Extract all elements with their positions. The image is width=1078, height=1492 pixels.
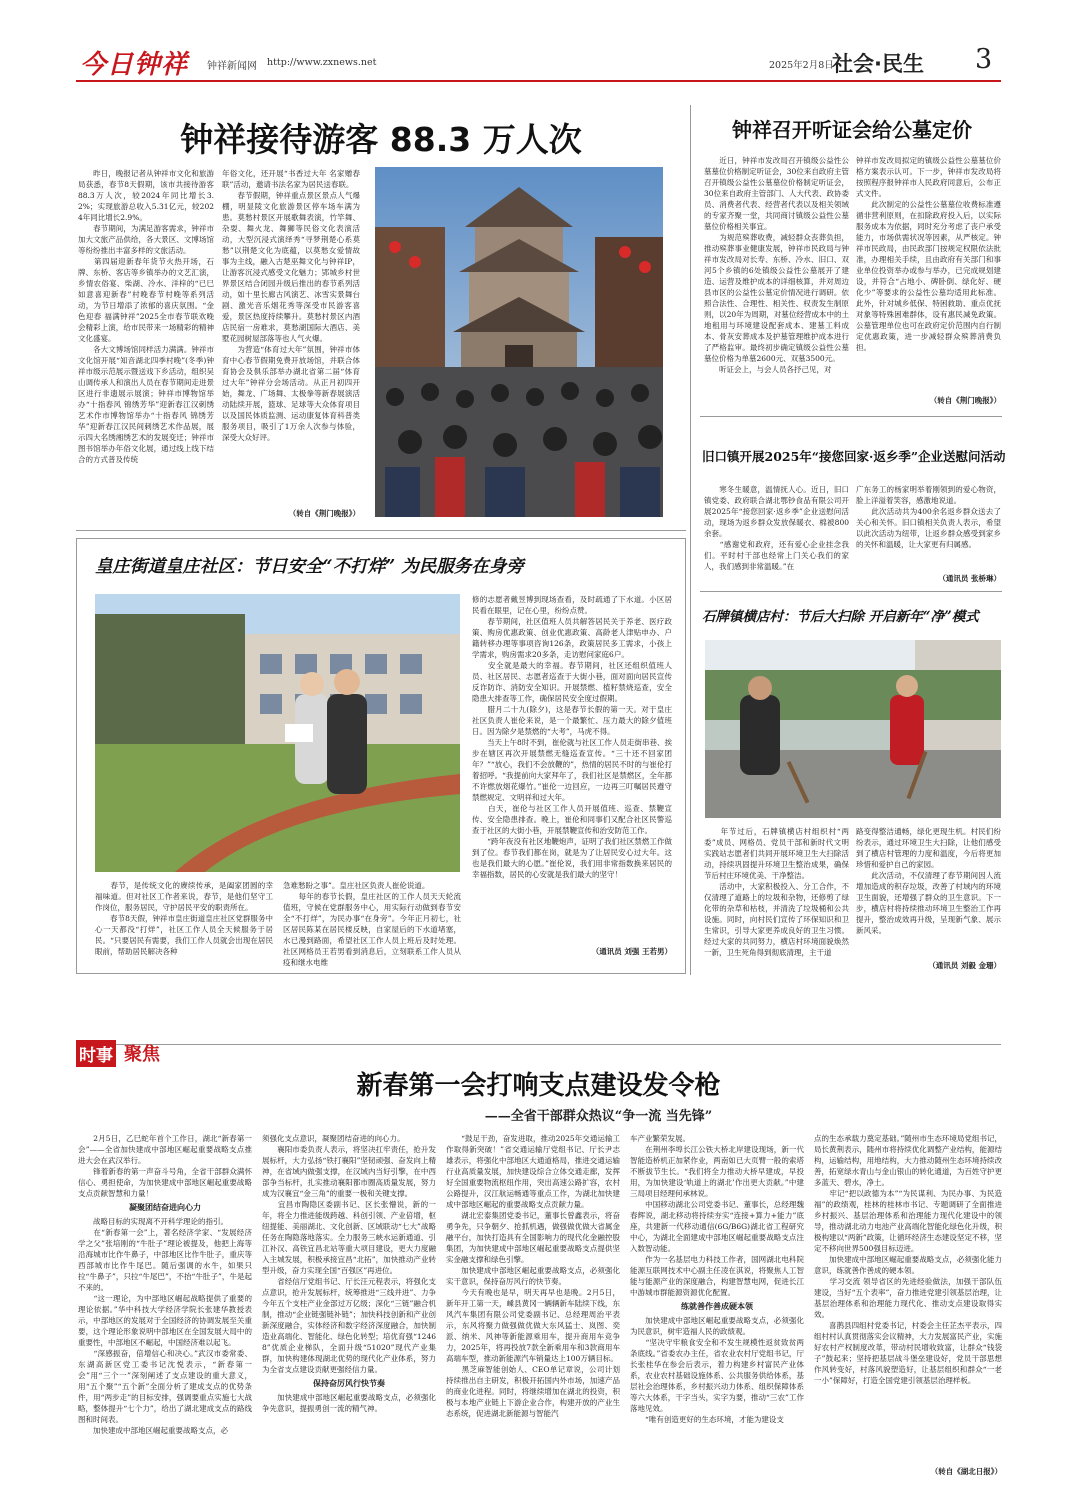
- art6-credit: （转自《湖北日报》）: [930, 1467, 1002, 1476]
- site-url: http://www.zxnews.net: [267, 57, 377, 68]
- tower-crowd-illustration: [375, 167, 663, 517]
- art6-subhead-2: 保持奋厉风行快节奏: [313, 1378, 385, 1388]
- art3-credit: （通讯员 张桥琳）: [938, 574, 1001, 583]
- tag-sub: 聚焦: [124, 1044, 160, 1065]
- art1-title: 钟祥接待游客 88.3 万人次: [180, 120, 582, 159]
- art5-photo-cleanup: [705, 640, 1001, 818]
- art6-col5: [814, 1133, 1002, 1463]
- art2-bottom-rule: [700, 416, 1002, 417]
- art2-title: 钟祥召开听证会给公墓定价: [732, 118, 972, 142]
- masthead-logo: 今日钟祥: [80, 50, 189, 80]
- art6-col2-body: 加快建成中部地区崛起重要战略支点，必须强化争先意识，提振勇创一流的精气神。: [262, 1393, 436, 1413]
- art5-col2: 路变得整洁通畅，绿化更现生机。村民们纷纷表示，通过环境卫生大扫除，让他们感受到了横店村管理的力度和温度，今后将更加珍惜和爱护自己的家园。 此次活动，不仅清理了春节期间因人流增加造成的积存垃圾，改善了村域内的环境卫生面貌，还增强了群众的卫生意识。下一步，横店村将持续推动环境卫生整治工作再提升，整治成效再升级，呈现新气象、展示新风采。: [856, 827, 1001, 935]
- art4-col2: 急难愁盼之事”。皇庄社区负责人崔伦说道。 每年的春节长假，皇庄社区的工作人员天天轮流值班，守候在党群服务中心，用实际行动做到春节安全“不打烊”，为民办事“在身旁”。今年正月初七，社区居民陈某在居民楼反映，自家屋后的下水道堵塞，水已漫到路面，希望社区工作人员上班后及时处理。社区网格员王若男看到消息后，立刻联系工作人员从疫和继水电维: [283, 881, 461, 967]
- art4-col1: 春节，是传统文化的赓续传承，是阖家团圆的幸福味道。但对社区工作者来说，春节，是他们坚守工作岗位，服务居民，守护居民平安的职责所在。 春节8天假，钟祥市皇庄街道皇庄社区党群服务中心一天都没“打烊”，社区工作人员全天候服务于居民。“只要居民有需要，我们工作人员就会出现在居民眼前，帮助居民解决各种: [95, 881, 273, 956]
- art5-credit: （通讯员 刘毅 金珊）: [928, 961, 1001, 970]
- art4-title: 皇庄街道皇庄社区：节日安全“不打烊” 为民服务在身旁: [95, 557, 524, 577]
- art6-col1-lead: 2月5日，乙巳蛇年首个工作日，湖北“新春第一会”——全省加快建成中部地区崛起重要战略支点推进大会在武汉举行。 锋着新春的第一声奋斗号角，全省干部群众满怀信心、勇担使命，为加快建成中部地区崛起重要战略支点贡献智慧和力量！: [78, 1134, 252, 1198]
- art3-col1: 寒冬生暖意，温情抚人心。近日，旧口镇党委、政府联合湖北鄂钞食品有限公司开展2025年“接您回家·返乡季”企业送慰问活动，现场为返乡群众发放保暖衣、棉被800余套。 “感谢党和政府，还有爱心企业挂念我们。平时村干部也经常上门关心我们的家人，我们感到非常温暖。”在: [704, 485, 849, 571]
- issue-date: 2025年2月8日: [769, 60, 834, 71]
- art1-credit: （转自《荆门晚报》）: [288, 509, 360, 518]
- section-name: 社会·民生: [832, 52, 924, 76]
- art6-col4-body: 加快建成中部地区崛起重要战略支点，必须强化为民意识，树牢造福人民的政绩观。 “坚决守牢粮食安全和不发生规模性返贫致贫两条底线。”省委农办主任，省农业农村厅党组书记，厅长张桂华在参会后表示，着力构建乡村富民产业体系，农业农村基础设施体系、公共服务供给体系，基层社会治理体系，乡村振兴动力体系、组织保障体系等六大体系，干字当头，实字为要，推动“三农”工作落地见效。 “唯有创造更好的生态环境，才能为建设支: [630, 1316, 804, 1424]
- art1-col1: 昨日，晚报记者从钟祥市文化和旅游局获悉，春节8天假期，该市共接待游客88.3万人次，较2024年同比增长3.2%；实现旅游总收入5.31亿元，较2024年同比增长2.9%。 春节期间，为满足游客需求，钟祥市加大文旅产品供给，各大景区、文博场馆等纷纷推出丰富多样的文旅活动。 第四届迎新春年货节火热开场，石牌、东桥、客店等乡镇举办的文艺汇演，乡情农俗宴、柴湖、冷水、洋梓的“已巳如意喜迎新春”村晚春节村晚等系列活动，为节日增添了浓郁的喜庆氛围。“金色迎春 福满钟祥”2025全市春节联欢晚会精彩上演，给市民带来一场精彩的精神文化盛宴。 各大文博场馆同样活力满满。钟祥市文化馆开展“知音湖北四季村晚”(冬季)钟祥市级示范展示暨送戏下乡活动，组织吴山调传承人和演出人员在春节期间走进景区进行非遗展示展演；钟祥市博物馆举办“十指春风 锦绣芳华”迎新春江汉刺绣艺术作市博物馆举办“十指春风 锦绣芳华”迎新春江汉民间刺绣艺术作品展，展示四大名绣湘绣艺术的发展变迁；钟祥市图书馆举办年俗文化展，通过线上线下结合的方式普及传统: [78, 169, 214, 464]
- art6-col5-text: 点的生态承载力奠定基础。”随州市生态环境局党组书记，局长黄荆表示，随州市将持续优化调整产业结构，能源结构，运输结构，用地结构，大力推动随州生态环境持续改善，拓宽绿水青山与金山银山的转化通道，为百姓守护更多蓝天、碧水，净土。 牢记“把以政德为本”“为民谋利、为民办事、为民造福”的政绩观，桂林的桂林市书记、专题调研了全面推进乡村振兴、基层治理体系和治理能力现代化建设中的领导，推动湖北动力电池产业高端化智能化绿色化升级，积极构建以“两新”政策，让循环经济生态建设坚定不移，坚定不移向世界500强目标迈进。 加快建成中部地区崛起重要战略支点，必须强化能力意识，练就善作善成的硬本领。 学习交流 领导省区的先进经验做法，加强干部队伍建设，当好“五个表率”，奋力推进党建引领基层治理，让基层治理体系和治理能力现代化、推动支点建设取得实效。 喜鹊县四组村党委书记，村委会主任芷杰平表示，四组村村认真贯彻落实会议精神，大力发展富民产业，实施好农村产权制度改革，带动村民增收致富，让群众“钱袋子”鼓起来；坚持把基层战斗堡垒建设好，党员干部思想作风转变好，村落风貌塑造好，让基层组织和群众“一老一小”保障好，打造全国党建引领基层治理样板。: [814, 1134, 1002, 1385]
- art6-section-tag: [76, 1040, 186, 1066]
- art4-col3: 修的志愿者戴昱博到现场查看，及时疏通了下水道。小区居民看在眼里，记在心里，纷纷点赞。 春节期间，社区值班人员共解答居民关于养老、医疗政策、购房优惠政策、创业优惠政策、高龄老人津贴申办、户籍转移办理等事项咨询126条，政策居民多工需求，小孩上学需求，购房需求20多条，走访慰问家庭6户。 安全就是最大的幸福。春节期间，社区还组织值班人员、社区居民、志愿者巡查于大街小巷，面对面向居民宣传反诈防诈、消防安全知识。开展禁燃、植籽禁烧巡查，安全隐患大排查等工作，确保居民安全度过假期。 腊月二十九(除夕)，这是春节长假的第一天。对于皇庄社区负责人崔伦来说，是一个最繁忙、压力最大的除夕值班日。因为除夕是禁燃的“大考”，马虎不得。 当天上午8时不到，崔伦就与社区工作人员走街串巷、挨步在辖区再次开展禁燃无缝巡查宣传。“三十还不回家团年？”“放心，我们不会放鞭的”，热情的居民不时的与崔伦打着招呼。“我提前向大家拜年了，我们社区是禁燃区，全年都不许燃放烟花爆竹。”崔伦一边回应，一边再三叮嘱居民遵守禁燃规定、文明祥和过大年。 白天，崔伦与社区工作人员开展值班、巡查、禁鞭宣传、安全隐患排查。晚上，崔伦和同事们又配合社区民警巡查于社区的大街小巷，开展禁鞭宣传和治安防范工作。 “跨年夜没有社区地鞭炮声，证明了我们社区禁燃工作做到了位。春节我们都在岗，就是为了让居民安心过大年。这也是我们最大的心愿。”崔伦说，我们用非常指数换来居民的幸福指数，居民的心安就是我们最大的坚守！: [472, 595, 672, 879]
- art6-subtitle: ——全省干部群众热议“争一流 当先锋”: [484, 1109, 713, 1124]
- art1-col2: 年俗文化，还开展“书香过大年 名家赠春联”活动，邀请书法名家为居民送春联。 春节假期，钟祥重点景区景点人气爆棚，明显陵文化旅游景区停车场车满为患。莫愁村景区开展歌舞表演，竹竿舞、杂耍、舞火龙、舞狮等民俗文化表演活动，大型沉浸式演绎秀“寻梦荆楚心系莫愁”以荆楚文化为底蕴，以莫愁女爱情故事为主线，融入古楚巫舞文化与钟祥IP，让游客沉浸式感受文化魅力；郢城乡村世界景区结合闭园升级后推出的春节系列活动，如十里长廊古风演艺、冰雪实景舞台剧、激光音乐烟花秀等深受市民游客喜爱，景区热度持续攀升。莫愁村景区内酒店民宿一房难求，莫愁湖国际大酒店、美墅花园树屋部落等也人气火爆。 为营造“体育过大年”氛围，钟祥市体育中心春节假期免费开放场馆，并联合体育协会及俱乐部举办湖北省第二届“体育过大年”钟祥分会场活动。从正月初四开始，舞龙、广场舞、太极拳等新春展演活动陆续开展，篮球、足球等大众体育项目以及国民体质监测、运动康复体育科普类服务项目，吸引了1万余人次参与体验，深受大众好评。: [222, 169, 360, 442]
- tag-main: 时事: [76, 1040, 116, 1067]
- art3-bottom-rule: [700, 591, 1002, 592]
- page-number: 3: [975, 44, 993, 75]
- art5-title: 石牌镇横店村：节后大扫除 开启新年“净”模式: [702, 609, 979, 625]
- art6-col3: [446, 1133, 620, 1479]
- art1-bottom-rule: [76, 530, 686, 531]
- art4-photo-community-workers: [95, 594, 460, 872]
- art2-col2: 钟祥市发改局拟定的镇级公益性公墓墓位价格方案表示认可。下一步，钟祥市发改局将按照程序报钟祥市人民政府同意后，公布正式文件。 此次制定的公益性公墓墓位收费标准遵循非营利原则，在扣除政府投入后，以实际服务成本为依据，同时充分考虑了丧户承受能力，市场供需状况等因素，从严核定。钟祥市民政局，由民政部门按规定权限依法批准，办理相关手续，且由政府有关部门和事业单位投资举办或参与举办，已完成规划建设，并符合“占地小、碑卧倒、绿化好、硬化少”等要求的公益性公墓均适用此标准。此外，针对城乡低保、特困救助、重点优抚对象等特殊困难群体，设有惠民减免政策。公墓管理单位也可在政府定价范围内自行制定优惠政策，进一步减轻群众殡葬消费负担。: [856, 156, 1001, 352]
- art6-col1-body: 战略目标的实现离不开科学理论的指引。 在“新春第一会”上，著名经济学家、“发展经济学之父”张培刚的“牛肚子”理论被提及，他把上海等沿海城市比作牛鼻子，中部地区比作牛肚子，重庆等西部城市比作牛尾巴。随后强调的水牛，如果只拉“牛鼻子”，只拉“牛尾巴”，不抬“牛肚子”，牛是起不来的。 “这一理论，为中部地区崛起战略提供了重要的理论依据。”华中科技大学经济学院长张建华教授表示，中部地区的发展对于全国经济的协调发展至关重要，这个理论形象说明中部地区在全国发展大局中的重要性，中部地区不崛起，中国经济难以起飞。 “深感振奋，倍增信心和决心。”武汉市委常委、东湖高新区党工委书记沈悦表示，“新春第一会”用“三个一”深刻阐述了支点建设的重大意义，用“五个聚”“五个新”全面分析了建成支点的优势条件，用“两步走”的目标安排，强调要重点实施七大战略，整体提升“七个力”，给出了湖北建成支点的路线图和时间表。 加快建成中部地区崛起重要战略支点，必: [78, 1217, 252, 1435]
- art6-title: 新春第一会打响支点建设发令枪: [356, 1071, 721, 1101]
- community-workers-illustration: [95, 594, 460, 872]
- art6-col2: [262, 1133, 436, 1479]
- art6-col3-text: “鼓足干劲，奋发进取，推动2025年交通运输工作取得新突破！”省交通运输厅党组书记、厅长尹志雄表示，将强化中部地区大通道格局，推进交通运输行业高质量发展，加快建设综合立体交通走廊，发挥好全国重要物流枢纽作用，突出高速公路扩容，农村公路提升，汉江航运畅通等重点工作，为湖北加快建成中部地区崛起的重要战略支点贡献力量。 湖北宏泰集团党委书记，董事长曾鑫表示，将奋勇争先，只争朝夕、抢抓机遇，做强做优做大省属金融平台，加快打造具有全国影响力的现代化金融控股集团，为加快建成中部地区崛起重要战略支点提供坚实金融支撑和绿色引擎。 加快建成中部地区崛起重要战略支点，必须强化实干意识，保持奋厉风行的快节奏。 今天有晚也是早，明天再早也是晚。2月5日，新年开工第一天，嵊县黄冈一辆辆新车陆续下线，东风汽车集团有限公司党委副书记、总经理周治平表示，东风将聚力做强做优做大东风猛士、岚图、奕派、纳米、风神等新能源乘用车，提升商用车竞争力，2025年，将再投放7款全新乘用车和3款商用车高端车型，推动新能源汽车销量达上100万辆目标。 黑芝麻智能创始人、CEO单记章说，公司计划持续推出自主研发，积极开拓国内外市场，加速产品的商业化进程。同时，将继续增加在湖北的投资，积极与本地产业链上下游企业合作，构建开放的产业生态系统，促进湖北新能源与智能汽: [446, 1134, 620, 1418]
- masthead-rule: [76, 80, 1001, 82]
- art2-col1: 近日，钟祥市发改局召开镇级公益性公墓墓位价格制定听证会，30位来自政府主管召开镇级公益性公墓墓位价格制定听证会，30位来自政府主管部门、人大代表、政协委员、消费者代表、经营者代表以及相关领域的专家齐聚一堂，共同商讨镇级公益性公墓墓位价格相关事宜。 为规范殡葬收费，减轻群众丧葬负担，推动殡葬事业健康发展，钟祥市民政局与钟祥市发改局对长寿、东桥、冷水、旧口、双河5个乡镇的6处镇级公益性公墓展开了建造、运营及维护成本的详细核算，并对周边县市区的公益性公墓定价情况进行调研。依照合法性、合理性、相关性、权责发生制原则，以20年为周期，对墓位经营成本中的土地租用与环境建设配套成本、建墓工料成本、骨灰安葬成本及护墓管理维护成本进行了严格监审。最终初步确定镇级公益性公墓墓位价格为单墓2600元、双墓3500元。 听证会上，与会人员各抒己见，对: [704, 156, 849, 374]
- art5-col1: 年节过后，石牌镇横店村组织村“两委”成员、网格员、党员干部和新时代文明实践站志愿者们共同开展环境卫生大扫除活动，持续巩固提升环境卫生整治成果，确保节后村庄环境优美、干净整洁。 活动中，大家积极投入、分工合作，不仅清理了道路上的垃圾和杂物，还修剪了绿化带的杂草和枯枝，并清洗了垃圾桶和公共设施。同时，向村民们宣传了环保知识和卫生常识，引导大家更养成良好的卫生习惯。经过大家的共同努力，横店村环境面貌焕然一新，卫生死角得到彻底清理，主干道: [704, 827, 849, 957]
- art6-col1: [78, 1133, 252, 1479]
- cleanup-illustration: [705, 640, 1001, 818]
- art6-subhead-3: 练就善作善成硬本领: [681, 1301, 753, 1311]
- art4-credit: （通讯员 刘强 王若男）: [591, 947, 672, 956]
- art6-col4-lead: 车产业繁荣发展。 在荆州李埠长江公铁大桥北岸建设现场，新一代智能造桥机正加紧作业，两南如已大页臂一般的索塔不断拔节生长。“我们将全力推动大桥早建成，早投用，为加快建设‘轨道上的湖北’作出更大贡献。”中建三局项目经理何承林说。 中国移动湖北公司党委书记、董事长，总经理魏春辉说，湖北移动将持续夯实“连接+算力+能力”底座，共建新一代移动通信(6G/B6G)湖北省工程研究中心，为湖北全面建成中部地区崛起重要战略支点注入数智动能。 作为一名基层电力科技工作者，国网湖北电科院能源互联网技术中心副主任凌在淇说，将聚焦人工智能与能源产业的深度融合，构建智慧电网，促进长江中游城市群能源资源优化配置。: [630, 1134, 804, 1297]
- art2-credit: （转自《荆门晚报》）: [929, 396, 1001, 405]
- art3-title: 旧口镇开展2025年“接您回家·返乡季”企业送慰问活动: [702, 449, 1006, 464]
- column-divider-right: [690, 105, 691, 975]
- masthead: [76, 44, 1001, 84]
- art6-top-rule: [76, 1044, 1001, 1045]
- art6-subhead-1: 凝聚团结奋进向心力: [129, 1202, 201, 1212]
- site-name: 钟祥新闻网: [207, 61, 257, 72]
- art3-col2: 广东务工的杨家明举着刚领到的爱心物资，脸上洋溢着笑容，感激地说道。 此次活动共为400余名返乡群众送去了关心和关怀。旧口镇相关负责人表示，希望以此次活动为纽带，让返乡群众感受到家乡的关怀和温暖，让大家更有归属感。: [856, 485, 1001, 549]
- art6-col4: [630, 1133, 804, 1479]
- art6-col2-lead: 须强化支点意识，凝聚团结奋进的向心力。 襄阳市委负责人表示，将坚决扛牢责任，抢升发展标杆，大力弘扬“铁打襄阳”坚韧顽强、奋发向上精神，在省域内做强支撑，在汉域内当好引擎，在中西部争当标杆，扎实推动襄阳都市圈高质量发展，努力成为汉襄宜“金三角”的重要一极和关键支撑。 宜昌市陶隐区委副书记、区长张懵说，新的一年，将全力推进能级跨越、科创引领、产业倍增，枢纽提能、美丽湖北、文化创新、区域联动“七大”战略任务在陶隐落地落实。全力服务三峡水运新通道、引江补汉、高铁宜昌北站等重大项目建设，更大力度融入主城发展，积极承接宜昌“北拓”，加快推动产业转型升级，奋力实现全国“百强区”再进位。 省经信厅党组书记、厅长汪元程表示，将强化支点意识，抢升发展标杆，统筹推进“三线并进”、力争今年五个支柱产业金部过万亿级；深化“三链”融合机制，推动“企业链强链补链”；加快科技创新和产业创新深度融合，实体经济和数字经济深度融合，加快制造业高端化、智能化、绿色化转型；培优育强“12468”优质企业梯队，全面升级“51020”现代产业集群，加快构建体现湖北优势的现代化产业体系，努力为全省支点建设贡献更强经信力量。: [262, 1134, 436, 1374]
- art1-photo-tower-crowd: [375, 167, 663, 517]
